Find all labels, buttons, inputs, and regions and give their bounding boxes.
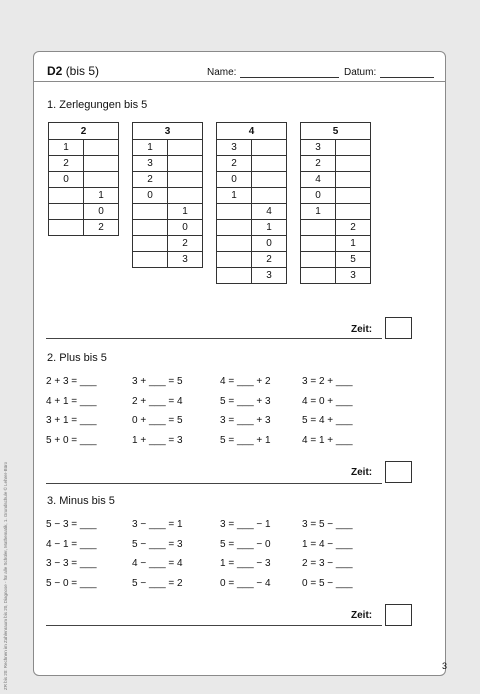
table-row xyxy=(49,156,119,172)
table-row xyxy=(301,172,371,188)
answer-cell[interactable] xyxy=(217,252,252,268)
table-row xyxy=(217,236,287,252)
answer-cell[interactable] xyxy=(49,204,84,220)
answer-cell[interactable] xyxy=(84,156,119,172)
section1-zeit-label: Zeit: xyxy=(351,324,373,335)
table-total: 2 xyxy=(49,123,119,140)
answer-cell[interactable] xyxy=(301,268,336,284)
equation[interactable]: 3 − ___ = 1 xyxy=(132,519,183,530)
table-total: 5 xyxy=(301,123,371,140)
answer-cell[interactable] xyxy=(168,140,203,156)
given-cell: 2 xyxy=(49,156,84,172)
equation[interactable]: 4 = 0 + ___ xyxy=(302,395,353,407)
given-cell: 0 xyxy=(252,236,287,252)
worksheet-range: (bis 5) xyxy=(65,64,100,78)
answer-cell[interactable] xyxy=(133,236,168,252)
table-row xyxy=(301,268,371,284)
equation[interactable]: 5 = ___ − 0 xyxy=(220,538,271,550)
section3-title: 3. Minus bis 5 xyxy=(47,495,115,507)
table-row xyxy=(217,188,287,204)
given-cell: 3 xyxy=(252,268,287,284)
equation[interactable]: 3 = 2 + ___ xyxy=(302,376,353,387)
table-row xyxy=(49,140,119,156)
page-number: 3 xyxy=(442,661,448,671)
table-row xyxy=(301,156,371,172)
equation[interactable]: 2 = 3 − ___ xyxy=(302,558,353,569)
section2-zeit-box[interactable] xyxy=(385,461,412,483)
answer-cell[interactable] xyxy=(336,188,371,204)
given-cell: 1 xyxy=(301,204,336,220)
table-row xyxy=(217,140,287,156)
equation[interactable]: 0 + ___ = 5 xyxy=(132,415,183,426)
equation[interactable]: 3 = 5 − ___ xyxy=(302,519,353,530)
table-row xyxy=(133,188,203,204)
given-cell: 2 xyxy=(252,252,287,268)
answer-cell[interactable] xyxy=(217,204,252,220)
name-field[interactable] xyxy=(240,77,339,78)
equation[interactable]: 5 − 3 = ___ xyxy=(46,519,97,530)
decomposition-table xyxy=(132,122,203,268)
given-cell: 0 xyxy=(168,220,203,236)
given-cell: 1 xyxy=(168,204,203,220)
given-cell: 2 xyxy=(336,220,371,236)
answer-cell[interactable] xyxy=(336,172,371,188)
given-cell: 1 xyxy=(84,188,119,204)
answer-cell[interactable] xyxy=(133,252,168,268)
table-total: 3 xyxy=(133,123,203,140)
table-row xyxy=(133,172,203,188)
table-row xyxy=(133,236,203,252)
table-row xyxy=(301,140,371,156)
table-row xyxy=(133,204,203,220)
table-row xyxy=(49,220,119,236)
table-row xyxy=(217,156,287,172)
answer-cell[interactable] xyxy=(168,188,203,204)
equation[interactable]: 5 − ___ = 3 xyxy=(132,538,183,550)
equation[interactable]: 4 = ___ + 2 xyxy=(220,376,271,387)
equation[interactable]: 4 − ___ = 4 xyxy=(132,558,183,569)
section3-zeit-box[interactable] xyxy=(385,604,412,626)
equation[interactable]: 1 + ___ = 3 xyxy=(132,434,183,446)
given-cell: 4 xyxy=(252,204,287,220)
answer-cell[interactable] xyxy=(217,236,252,252)
answer-cell[interactable] xyxy=(252,140,287,156)
equation[interactable]: 4 − 1 = ___ xyxy=(46,538,97,550)
section3-divider xyxy=(46,625,382,626)
answer-cell[interactable] xyxy=(49,220,84,236)
equation[interactable]: 5 − ___ = 2 xyxy=(132,577,183,589)
copyright-side-text: ZR bis 20: Rechnen im Zahlenraum bis 20, Diagnose - für alle Schüler, Mathematik, 1. Grundschule © Lehrer-Büro xyxy=(3,461,8,690)
equation[interactable]: 4 + 1 = ___ xyxy=(46,395,97,407)
equation[interactable]: 3 + ___ = 5 xyxy=(132,376,183,387)
given-cell: 2 xyxy=(168,236,203,252)
equation[interactable]: 2 + 3 = ___ xyxy=(46,376,97,387)
answer-cell[interactable] xyxy=(336,156,371,172)
equation[interactable]: 5 = ___ + 1 xyxy=(220,434,271,446)
equation[interactable]: 0 = 5 − ___ xyxy=(302,577,353,589)
answer-cell[interactable] xyxy=(336,140,371,156)
answer-cell[interactable] xyxy=(168,172,203,188)
equation[interactable]: 3 = ___ − 1 xyxy=(220,519,271,530)
table-row xyxy=(217,204,287,220)
table-row xyxy=(133,220,203,236)
given-cell: 1 xyxy=(49,140,84,156)
answer-cell[interactable] xyxy=(84,172,119,188)
equation[interactable]: 1 = ___ − 3 xyxy=(220,558,271,569)
answer-cell[interactable] xyxy=(301,220,336,236)
section2-title: 2. Plus bis 5 xyxy=(47,352,107,364)
equation[interactable]: 3 + 1 = ___ xyxy=(46,415,97,426)
given-cell: 3 xyxy=(301,140,336,156)
answer-cell[interactable] xyxy=(301,252,336,268)
section3-zeit-label: Zeit: xyxy=(351,610,373,621)
answer-cell[interactable] xyxy=(133,220,168,236)
section2-zeit-label: Zeit: xyxy=(351,467,373,478)
given-cell: 2 xyxy=(301,156,336,172)
equation[interactable]: 5 + 0 = ___ xyxy=(46,434,97,446)
worksheet-title xyxy=(47,64,99,78)
equation[interactable]: 3 − 3 = ___ xyxy=(46,558,97,569)
answer-cell[interactable] xyxy=(49,188,84,204)
table-row xyxy=(301,236,371,252)
table-row xyxy=(217,220,287,236)
decomposition-table xyxy=(48,122,119,236)
table-row xyxy=(133,156,203,172)
equation[interactable]: 0 = ___ − 4 xyxy=(220,577,271,589)
equation[interactable]: 3 = ___ + 3 xyxy=(220,415,271,426)
answer-cell[interactable] xyxy=(217,220,252,236)
given-cell: 2 xyxy=(217,156,252,172)
given-cell: 1 xyxy=(217,188,252,204)
name-label: Name: xyxy=(207,67,237,78)
given-cell: 4 xyxy=(301,172,336,188)
given-cell: 3 xyxy=(168,252,203,268)
decomposition-table xyxy=(216,122,287,284)
given-cell: 2 xyxy=(84,220,119,236)
answer-cell[interactable] xyxy=(301,236,336,252)
given-cell: 0 xyxy=(301,188,336,204)
given-cell: 2 xyxy=(133,172,168,188)
section1-zeit-box[interactable] xyxy=(385,317,412,339)
table-row xyxy=(133,140,203,156)
given-cell: 1 xyxy=(252,220,287,236)
table-row xyxy=(301,252,371,268)
given-cell: 0 xyxy=(217,172,252,188)
header-divider xyxy=(34,81,445,82)
table-row xyxy=(301,204,371,220)
section2-divider xyxy=(46,483,382,484)
table-row xyxy=(49,204,119,220)
equation[interactable]: 5 = ___ + 3 xyxy=(220,395,271,407)
table-row xyxy=(133,252,203,268)
table-total: 4 xyxy=(217,123,287,140)
answer-cell[interactable] xyxy=(133,204,168,220)
equation[interactable]: 4 = 1 + ___ xyxy=(302,434,353,446)
answer-cell[interactable] xyxy=(252,188,287,204)
table-row xyxy=(49,172,119,188)
decomposition-table xyxy=(300,122,371,284)
answer-cell[interactable] xyxy=(252,172,287,188)
given-cell: 1 xyxy=(336,236,371,252)
answer-cell[interactable] xyxy=(168,156,203,172)
equation[interactable]: 5 = 4 + ___ xyxy=(302,415,353,426)
date-field[interactable] xyxy=(380,77,434,78)
table-row xyxy=(49,188,119,204)
answer-cell[interactable] xyxy=(84,140,119,156)
table-row xyxy=(217,252,287,268)
answer-cell[interactable] xyxy=(336,204,371,220)
given-cell: 1 xyxy=(133,140,168,156)
table-row xyxy=(301,188,371,204)
worksheet-page xyxy=(33,51,446,676)
date-label: Datum: xyxy=(344,67,377,78)
given-cell: 0 xyxy=(133,188,168,204)
equation[interactable]: 2 + ___ = 4 xyxy=(132,395,183,407)
answer-cell[interactable] xyxy=(217,268,252,284)
given-cell: 0 xyxy=(84,204,119,220)
answer-cell[interactable] xyxy=(252,156,287,172)
given-cell: 5 xyxy=(336,252,371,268)
table-row xyxy=(301,220,371,236)
table-row xyxy=(217,268,287,284)
given-cell: 3 xyxy=(217,140,252,156)
equation[interactable]: 5 − 0 = ___ xyxy=(46,577,97,589)
section1-divider xyxy=(46,338,382,339)
worksheet-code: D2 xyxy=(47,64,63,78)
section1-title: 1. Zerlegungen bis 5 xyxy=(47,99,148,111)
given-cell: 3 xyxy=(336,268,371,284)
table-row xyxy=(217,172,287,188)
given-cell: 3 xyxy=(133,156,168,172)
given-cell: 0 xyxy=(49,172,84,188)
equation[interactable]: 1 = 4 − ___ xyxy=(302,538,353,550)
